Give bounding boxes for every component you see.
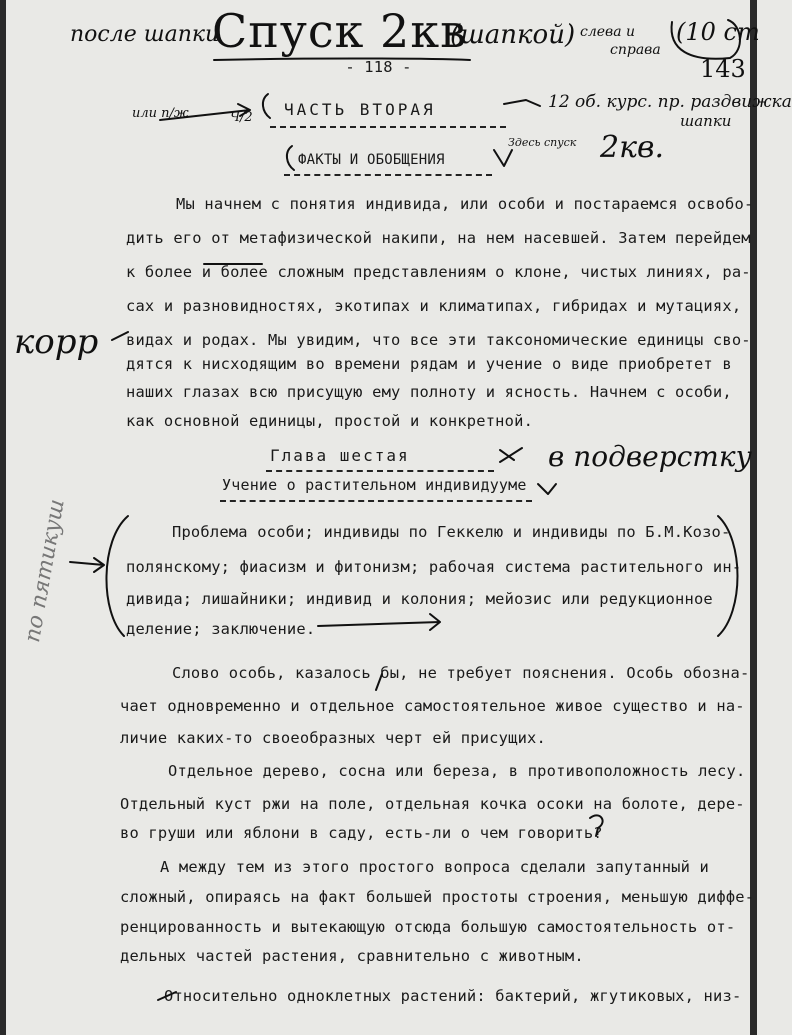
bracket-before-part-title <box>263 94 270 118</box>
intro-line: дить его от метафизической накипи, на нем насевшей. Затем перейдем <box>126 229 751 247</box>
body-line: Отдельный куст ржи на поле, отдельная кочка осоки на болоте, дере- <box>120 795 745 813</box>
intro-line: к более и более сложным представлениям о клоне, чистых линиях, ра- <box>126 263 751 281</box>
summary-line: деление; заключение. <box>126 620 316 638</box>
mark-after-part-title <box>504 100 540 106</box>
handwritten-circled-note: (10 ст <box>676 18 760 46</box>
body-line: Относительно одноклетных растений: бактерий, жгутиковых, низ- <box>164 987 742 1005</box>
summary-line: Проблема особи; индивиды по Геккелю и индивиды по Б.М.Козо- <box>172 523 731 541</box>
body-line: А между тем из этого простого вопроса сделали запутанный и <box>160 858 710 876</box>
circle-around-10st <box>672 20 740 59</box>
handwritten-subtitle-note: 2кв. <box>600 130 664 165</box>
intro-line: наших глазах всю присущую ему полноту и ясность. Начнем с особи, <box>126 383 732 401</box>
handwritten-right-note-1: 12 об. курс. пр. раздвижка <box>548 92 792 112</box>
body-question-mark <box>590 815 603 836</box>
part-subtitle: ФАКТЫ И ОБОБЩЕНИЯ <box>298 152 445 168</box>
part-title: ЧАСТЬ ВТОРАЯ <box>284 100 436 119</box>
bracket-before-subtitle <box>287 146 294 170</box>
handwritten-small-above-subtitle: Здесь спуск <box>508 136 577 149</box>
mark-after-subtitle <box>494 150 512 166</box>
summary-left-arrow <box>70 558 104 572</box>
body-line: ренцированность и вытекающую отсюда большую самостоятельность от- <box>120 918 736 936</box>
title-underline-stroke <box>214 59 470 61</box>
intro-line: как основной единицы, простой и конкретной. <box>126 412 534 430</box>
chapter-subtitle: Учение о растительном индивидууме <box>222 476 527 494</box>
page-number: - 118 - <box>345 58 412 76</box>
intro-line: Мы начнем с понятия индивида, или особи и постараемся освобо- <box>176 195 754 213</box>
body-line: дельных частей растения, сравнительно с животным. <box>120 947 584 965</box>
handwritten-paren-note: (шапкой) <box>450 20 576 50</box>
body-line: чает одновременно и отдельное самостоятельное живое существо и на- <box>120 697 745 715</box>
handwritten-left-mark-1: или п/ж <box>132 106 189 121</box>
intro-line: видах и родах. Мы увидим, что все эти таксономические единицы сво- <box>126 331 751 349</box>
body-line: личие каких-то своеобразных черт ей присущих. <box>120 729 546 747</box>
handwritten-chapter-note: в подверстку <box>548 440 752 473</box>
body-line: Слово особь, казалось бы, не требует пояснения. Особь обозна- <box>172 664 750 682</box>
body-insert-mark <box>376 674 382 690</box>
summary-left-bracket <box>106 516 128 636</box>
handwritten-margin-korr: корр <box>14 322 99 362</box>
body-line: сложный, опираясь на факт большей простоты строения, меньшую диффе- <box>120 888 755 906</box>
korr-arrow <box>112 332 128 340</box>
intro-line: сах и разновидностях, экотипах и климатипах, гибридах и мутациях, <box>126 297 742 315</box>
handwritten-side-note-2: справа <box>610 42 661 58</box>
bottom-left-dash <box>158 992 176 1000</box>
handwritten-sheet-number: 143 <box>700 55 746 83</box>
handwritten-top-note: после шапки <box>70 22 220 47</box>
subtitle-tail-mark <box>538 484 556 494</box>
chapter-title: Глава шестая <box>270 446 410 465</box>
chapter-mark <box>500 448 522 462</box>
body-line: Отдельное дерево, сосна или береза, в противоположность лесу. <box>168 762 746 780</box>
summary-right-bracket <box>718 516 738 636</box>
intro-line: дятся к нисходящим во времени рядам и учение о виде приобретет в <box>126 355 732 373</box>
body-line: во груши или яблони в саду, есть-ли о чем говорить? <box>120 824 603 842</box>
summary-line: полянскому; фиасизм и фитонизм; рабочая система растительного ин- <box>126 558 742 576</box>
handwritten-big-title: Спуск 2кв <box>212 4 467 58</box>
handwritten-right-note-2: шапки <box>680 112 732 130</box>
handwritten-margin-vertical: по пятикуш <box>20 497 70 645</box>
handwritten-left-mark-2: Ч/2 <box>230 110 253 125</box>
handwritten-side-note-1: слева и <box>580 24 636 40</box>
summary-line: дивида; лишайники; индивид и колония; мейозис или редукционное <box>126 590 713 608</box>
summary-end-arrow <box>318 614 440 630</box>
left-arrow-to-part-title <box>160 104 250 120</box>
